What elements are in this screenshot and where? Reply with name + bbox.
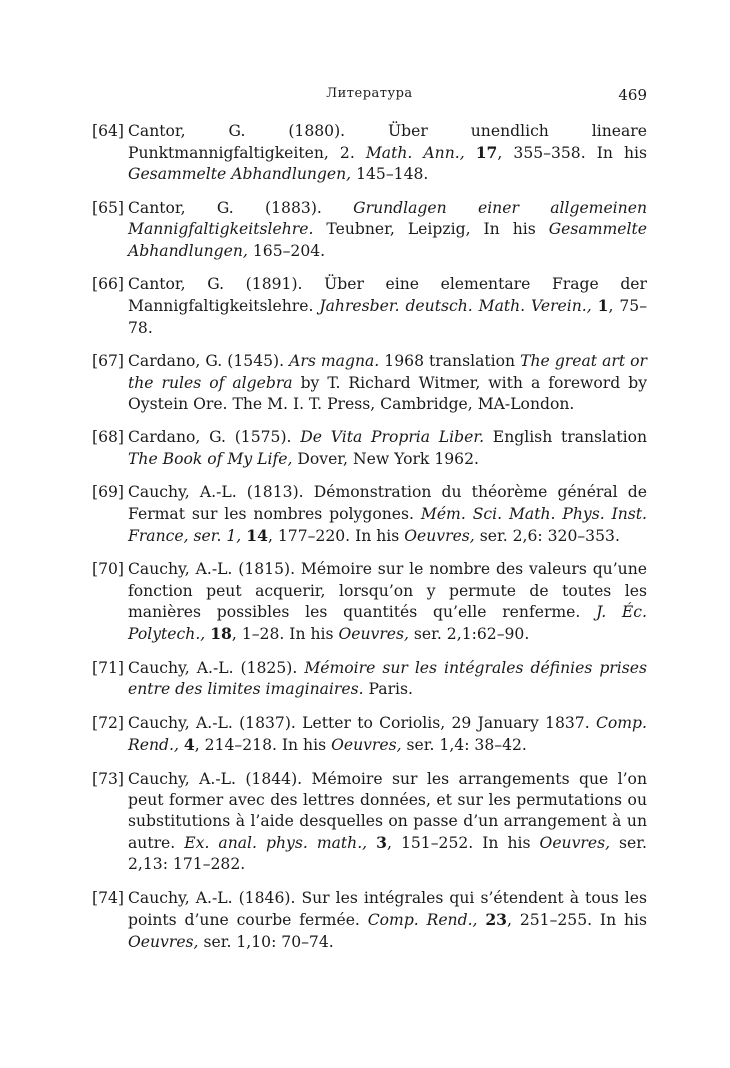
reference-fragment: Paris.: [363, 679, 414, 698]
reference-number: [69]: [92, 483, 125, 502]
italic-text: Oeuvres,: [338, 625, 409, 644]
reference-entry: [92, 351, 647, 415]
bold-volume: 14: [246, 525, 268, 545]
reference-entry: [92, 274, 647, 339]
reference-fragment: Cauchy, A.-L. (1813). Démonstration du théorème général de Fermat sur les nombres polygones.: [128, 483, 647, 523]
reference-entry: [92, 198, 647, 262]
italic-text: Jahresber. deutsch. Math. Verein.,: [319, 297, 592, 316]
reference-fragment: Cantor, G. (1880). Über unendlich lineare Punktmannigfaltigkeiten, 2.: [128, 122, 647, 163]
reference-fragment: Cauchy, A.-L. (1846). Sur les intégrales qui s’étendent à tous les points d’une courbe fermée.: [128, 889, 647, 930]
reference-fragment: ser. 2,13: 171–282.: [128, 834, 647, 874]
reference-fragment: Teubner, Leipzig, In his: [313, 220, 549, 239]
bold-volume: 17: [475, 143, 498, 163]
italic-text: The great art or the rules of algebra: [128, 352, 647, 392]
reference-list: [92, 121, 647, 965]
italic-text: The Book of My Life,: [128, 449, 293, 468]
bold-volume: 23: [485, 910, 508, 930]
reference-fragment: [465, 144, 476, 162]
reference-fragment: 1968 translation: [379, 352, 521, 371]
reference-fragment: , 214–218. In his: [194, 735, 332, 754]
italic-text: Gesammelte Abhandlungen,: [128, 220, 647, 260]
reference-text: [128, 888, 647, 953]
reference-text: [128, 482, 647, 547]
reference-entry: [92, 658, 647, 700]
reference-fragment: , 355–358. In his: [497, 144, 647, 163]
reference-fragment: Cauchy, A.-L. (1815). Mémoire sur le nombre des valeurs qu’une fonction peut acquerir, lorsqu’on y permute de toutes les manières possibles les quantités qu’elle renferme.: [128, 560, 647, 621]
reference-entry: [92, 888, 647, 953]
italic-text: Mémoire sur les intégrales définies prises entre des limites imaginaires.: [128, 658, 647, 698]
page-header: [92, 86, 647, 106]
reference-number: [73]: [92, 769, 125, 788]
bold-volume: 1: [597, 296, 609, 316]
bold-volume: 4: [183, 734, 195, 754]
italic-text: Oeuvres,: [404, 526, 475, 545]
italic-text: Oeuvres,: [128, 932, 199, 951]
italic-text: Comp. Rend.,: [367, 911, 478, 930]
italic-text: Mém. Sci. Math. Phys. Inst. France, ser. 1,: [128, 504, 648, 545]
reference-number: [64]: [92, 122, 125, 140]
italic-text: J. Éc. Polytech.,: [128, 602, 648, 644]
italic-text: Oeuvres,: [331, 735, 402, 754]
reference-text: [128, 769, 647, 876]
reference-fragment: Cantor, G. (1883).: [128, 199, 354, 218]
italic-text: Ex. anal. phys. math.,: [184, 834, 368, 853]
reference-text: [128, 427, 647, 469]
reference-text: [128, 559, 647, 645]
italic-text: Oeuvres,: [539, 834, 611, 853]
reference-fragment: Cauchy, A.-L. (1837). Letter to Coriolis, 29 January 1837.: [128, 713, 596, 732]
italic-text: Math. Ann.,: [365, 144, 465, 163]
reference-fragment: Cauchy, A.-L. (1825).: [128, 658, 305, 677]
reference-number: [74]: [92, 889, 125, 908]
reference-entry: [92, 769, 647, 876]
reference-fragment: 165–204.: [247, 241, 326, 260]
reference-fragment: Cardano, G. (1545).: [128, 352, 290, 371]
reference-fragment: Cauchy, A.-L. (1844). Mémoire sur les arrangements que l’on peut former avec des lettres données, et sur les permutations ou substitutions à l’aide desquelles on passe d’un arrangement à un autre.: [128, 769, 647, 853]
bold-volume: 3: [376, 833, 387, 853]
reference-entry: [92, 559, 647, 645]
reference-fragment: ser. 2,1:62–90.: [408, 625, 530, 644]
bold-volume: 18: [210, 624, 232, 644]
reference-text: [128, 351, 647, 415]
reference-fragment: 145–148.: [351, 165, 429, 184]
reference-entry: [92, 121, 647, 186]
italic-text: Gesammelte Abhandlungen,: [128, 165, 352, 184]
italic-text: Grundlagen einer allgemeinen Mannigfaltigkeitslehre.: [128, 199, 647, 239]
running-title: Литература: [326, 86, 413, 101]
reference-number: [68]: [92, 428, 125, 447]
reference-fragment: Dover, New York 1962.: [292, 449, 479, 468]
italic-text: Comp. Rend.,: [128, 713, 647, 754]
reference-fragment: , 75–78.: [128, 297, 647, 337]
reference-fragment: , 177–220. In his: [267, 526, 405, 545]
reference-fragment: English translation: [484, 428, 648, 447]
reference-text: [128, 121, 647, 186]
italic-text: Ars magna.: [289, 352, 380, 371]
reference-entry: [92, 482, 647, 547]
reference-fragment: ser. 1,10: 70–74.: [198, 932, 334, 951]
reference-fragment: [367, 834, 376, 852]
reference-text: [128, 658, 647, 700]
reference-fragment: by T. Richard Witmer, with a foreword by Oystein Ore. The M. I. T. Press, Cambridge, MA-London.: [128, 373, 648, 413]
reference-text: [128, 198, 647, 262]
reference-entry: [92, 713, 647, 756]
reference-fragment: , 1–28. In his: [231, 625, 339, 644]
reference-text: [128, 274, 647, 339]
reference-text: [128, 713, 647, 756]
reference-fragment: ser. 2,6: 320–353.: [474, 526, 620, 545]
reference-number: [71]: [92, 658, 125, 677]
reference-number: [72]: [92, 713, 125, 732]
reference-fragment: , 251–255. In his: [507, 911, 647, 930]
page-number: 469: [618, 86, 647, 104]
reference-number: [67]: [92, 352, 125, 371]
reference-entry: [92, 427, 647, 469]
reference-fragment: Cardano, G. (1575).: [128, 428, 301, 447]
reference-fragment: , 151–252. In his: [387, 834, 540, 853]
reference-fragment: Cantor, G. (1891). Über eine elementare Frage der Mannigfaltigkeitslehre.: [128, 275, 647, 316]
reference-number: [65]: [92, 199, 125, 218]
reference-number: [66]: [92, 275, 125, 294]
reference-fragment: ser. 1,4: 38–42.: [401, 735, 527, 754]
italic-text: De Vita Propria Liber.: [300, 428, 485, 447]
reference-number: [70]: [92, 560, 125, 579]
